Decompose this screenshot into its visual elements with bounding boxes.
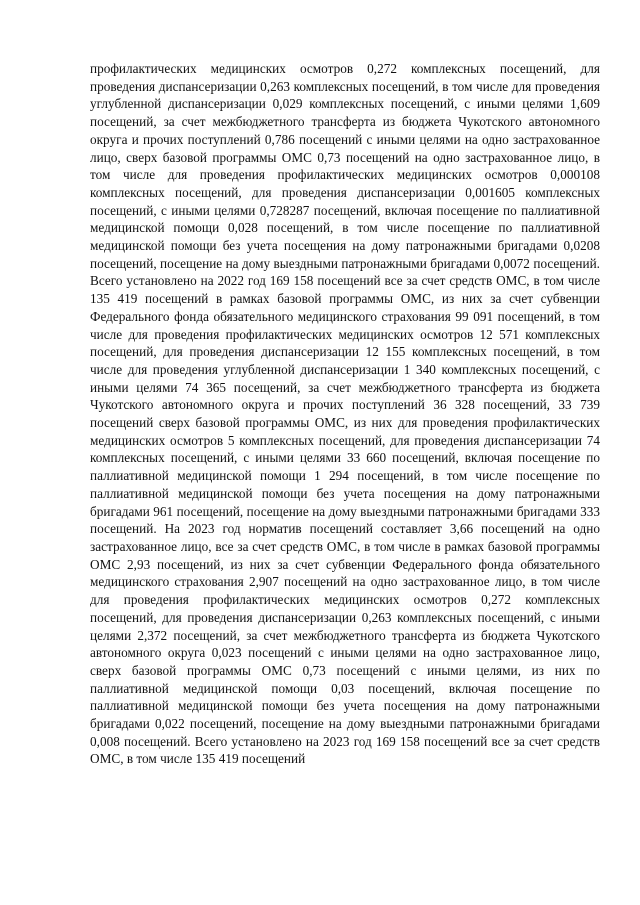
body-paragraph: профилактических медицинских осмотров 0,272 комплексных посещений, для проведения диспансеризации 0,263 комплексных посещений, в том числе для проведения углубленной диспансеризации 0,029 комплексных посещений, с иными целями 1,609 посещений, за счет межбюджетного трансферта из бюджета Чукотского автономного округа и прочих поступлений 0,786 посещений с иными целями на одно застрахованное лицо, сверх базовой программы ОМС 0,73 посещений на одно застрахованное лицо, в том числе для проведения профилактических медицинских осмотров 0,000108 комплексных посещений, для проведения диспансеризации 0,001605 комплексных посещений, с иными целями 0,728287 посещений, включая посещение по паллиативной медицинской помощи 0,028 посещений, в том числе посещение по паллиативной медицинской помощи без учета посещения на дому патронажными бригадами 0,0208 посещений, посещение на дому выездными патронажными бригадами 0,0072 посещений. Всего установлено на 2022 год 169 158 посещений все за счет средств ОМС, в том числе 135 419 посещений в рамках базовой программы ОМС, из них за счет субвенции Федерального фонда обязательного медицинского страхования 99 091 посещений, в том числе для проведения профилактических медицинских осмотров 12 571 комплексных посещений, для проведения диспансеризации 12 155 комплексных посещений, в том числе для проведения углубленной диспансеризации 1 340 комплексных посещений, с иными целями 74 365 посещений, за счет межбюджетного трансферта из бюджета Чукотского автономного округа и прочих поступлений 36 328 посещений, 33 739 посещений сверх базовой программы ОМС, из них для проведения профилактических медицинских осмотров 5 комплексных посещений, для проведения диспансеризации 74 комплексных посещений, с иными целями 33 660 посещений, включая посещение по паллиативной медицинской помощи 1 294 посещений, в том числе посещение по паллиативной медицинской помощи без учета посещения на дому патронажными бригадами 961 посещений, посещение на дому выездными патронажными бригадами 333 посещений. На 2023 год норматив посещений составляет 3,66 посещений на одно застрахованное лицо, все за счет средств ОМС, в том числе в рамках базовой программы ОМС 2,93 посещений, из них за счет субвенции Федерального фонда обязательного медицинского страхования 2,907 посещений на одно застрахованное лицо, в том числе для проведения профилактических медицинских осмотров 0,272 комплексных посещений, для проведения диспансеризации 0,263 комплексных посещений, с иными целями 2,372 посещений, за счет межбюджетного трансферта из бюджета Чукотского автономного округа 0,023 посещений с иными целями на одно застрахованное лицо, сверх базовой программы ОМС 0,73 посещений с иными целями, из них по паллиативной медицинской помощи 0,03 посещений, включая посещение по паллиативной медицинской помощи без учета посещения на дому патронажными бригадами 0,022 посещений, посещение на дому выездными патронажными бригадами 0,008 посещений. Всего установлено на 2023 год 169 158 посещений все за счет средств ОМС, в том числе 135 419 посещений (90, 61, 600, 767)
